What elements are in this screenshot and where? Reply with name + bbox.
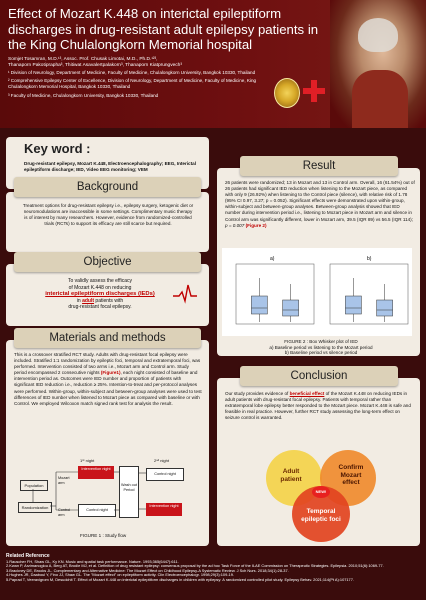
objective-text (30, 278, 170, 311)
reference-3: 3.Brackney DE, Brooks JL. Complementary and Alternative Medicine: The Mozart Effect on Childhood Epilepsy-A Systematic Review. J Sch Nurs. 2018;34(1):28-37. (6, 567, 289, 573)
venn-diagram (262, 448, 382, 544)
control-night-2: Control night (146, 468, 184, 481)
objective-line-1: To validly assess the efficacy (67, 278, 133, 284)
control-night-1: Control night (78, 504, 116, 517)
keyword-title: Key word : (24, 141, 91, 156)
plot-a-label: a) (270, 256, 275, 262)
eeg-spike-icon (172, 282, 198, 304)
box-whisker-plots (222, 248, 412, 336)
mozart-portrait (330, 0, 426, 128)
objective-title: Objective (83, 256, 132, 268)
study-flow-diagram (18, 458, 198, 530)
plot-frame-a (236, 264, 314, 324)
affiliation-3: ³ Faculty of Medicine, Chulalongkorn University, Bangkok 10330, Thailand (8, 92, 159, 98)
reference-4: 4.Hughes JR, Daaboul Y, Fino JJ, Shaw GL. The "Mozart effect" on epileptiform activity. Clin Electroencephalogr. 1998;29(3):109-19. (6, 572, 234, 578)
university-seal-logo (274, 78, 300, 108)
reference-5: 5.Paprad T, Veeravigrom M, Desudchit T. Effect of Mozart K.448 on interictal epileptiform discharges in children with epilepsy: A randomized controlled pilot study. Epilepsy Behav. 2021;114(Pt A):107177. (6, 576, 354, 582)
intervention-night-2: Intervention night (146, 503, 182, 516)
affiliation-2: ² Comprehensive Epilepsy Center of Excellence, Division of Neurology, Department of Medicine, Faculty of Medicine, King Chulalongkorn Memorial Hospital, Bangkok 10330, Thailand (8, 78, 257, 90)
figure-2-caption-2: a) Baseline period vs listening to the Mozart period (269, 344, 373, 350)
background-text: Treatment options for drug-resistant epilepsy i.e., epilepsy surgery, ketogenic diet or neuromodulations are inaccessible in some settings. Complimentary music therapy is of interest by many researchers. However, evidence from randomized-controlled trials (RCTs) to support its efficacy are still scarce but required. (22, 203, 194, 227)
figure-2-caption-3: b) Baseline period vs silence period (284, 350, 358, 356)
keyword-text: Drug-resistant epilepsy, Mozart K.448, Electroencephalography; EEG, Interictal epileptiform discharge; IED, Video EEG monitoring; VEM (24, 161, 196, 173)
objective-line-2: of Mozart K.448 on reducing (68, 284, 132, 291)
conclusion-beneficial: beneficial effect (289, 391, 325, 396)
box-body (345, 296, 361, 314)
night-2-label: 2ⁿᵈ night (154, 458, 169, 463)
venn-label-adult: Adult patient (280, 468, 302, 483)
related-title: Related Reference (6, 553, 50, 559)
methods-text-b: , each night consisted of baseline and intervention period as. Outcomes were IED number and proportion of patients with significant IED reduction i.e., reduction ≥ 25%. Intention-to-treat and per-protocol analyses were performed. Within-group, within-subject and between-group analyses were used to test differences of IED number when listened to Mozart piece as compared with baseline or with Control. We employed Wilcoxon match signed rank test for analysis the result. (14, 370, 202, 406)
affiliation-1: ¹ Division of Neurology, Department of Medicine, Faculty of Medicine, Chulalongkorn University, Bangkok 10330, Thailand (8, 70, 256, 75)
methods-title: Materials and methods (49, 332, 166, 344)
venn-new-badge: NEW! (312, 486, 330, 498)
reference-1: 1.Rauscher FH, Shaw GL, Ky KN. Music and spatial task performance. Nature. 1993;365(6447):611. (6, 558, 179, 564)
conclusion-text-a: Our study provides evidence of (225, 391, 289, 396)
figure-2-caption (236, 339, 406, 356)
authors-line-2: Thanaporn Pakotiprapha³, Thitiwat Asavalertpalakorn³, Thanaporn Kiatprungvech³ (8, 63, 182, 68)
box-body (377, 300, 393, 316)
background-heading (14, 177, 201, 197)
venn-label-temporal: Temporal epileptic foci (301, 508, 341, 523)
population-box: Population (20, 480, 48, 491)
methods-heading (14, 328, 201, 348)
figure-1-caption: FIGURE 1 : Study flow (80, 533, 127, 538)
objective-adult: adult (82, 297, 95, 304)
mozart-arm-label: Mozart arm (58, 476, 70, 485)
plot-b-label: b) (367, 256, 372, 262)
methods-fig-ref: (Figure1) (100, 370, 121, 376)
box-body (251, 296, 267, 314)
result-text (225, 180, 415, 229)
authors (8, 57, 258, 69)
venn-label-confirm: Confirm Mozart effect (338, 464, 364, 486)
figure-2-caption-1: FIGURE 2 : Box Whisker plot of IED (284, 339, 358, 344)
control-arm-label: Control arm (58, 508, 71, 517)
conclusion-heading (240, 366, 398, 386)
randomization-box: Randomization (18, 502, 52, 513)
related-references (0, 550, 426, 600)
background-title: Background (76, 181, 139, 193)
conclusion-text-b: of the Mozart K.448 on reducing IEDs in adult patients with drug-resistant focal epilepsy. Patients with temporal rather than extratemporal lobe epilepsy better responded to the Mozart piece. Mozart K.448 is safe and feasible in real practice. However, further RCT study assessing the long-term effect on seizure control is warranted. (225, 391, 411, 421)
result-text-a: 26 patients were randomized; 13 in Mozart and 13 in Control arm. Overall, 16 (61.54%) out of 26 patients had significant IED reduction when listening to the Mozart piece, as compared with only 9 (26.92%) when listening to the Control piece (silence), with relative risk of 1.78 (95% CI 0.97, 3.27; p = 0.052). Significant effects were demonstrated upon within-group, within-subject and between-group analyses. Between-group analysis showed that IED number during intervention period i.e., listening to Mozart piece in Mozart arm and silence in Control arm was significantly different, lower in Mozart arm, 39.5 (IQR 89) vs 56.5 (IQR 114); (225, 180, 415, 222)
reference-2: 2.Kwan P, Arzimanoglou A, Berg AT, Brodie MJ, et al. Definition of drug resistant epilepsy: consensus proposal by the ad hoc Task Force of the ILAE Commission on Therapeutic Strategies. Epilepsia. 2010;51(6):1069-77. (6, 563, 384, 569)
result-heading (240, 156, 398, 176)
objective-heading (14, 252, 201, 272)
objective-patients-with: patients with (95, 297, 124, 304)
poster-title: Effect of Mozart K.448 on interictal epileptiform discharges in drug-resistant adult epilepsy patients in the King Chulalongkorn Memorial hospital (8, 6, 319, 52)
methods-text (14, 352, 202, 407)
objective-line-3 (30, 298, 170, 305)
conclusion-text (225, 391, 415, 421)
plot-frame-b (330, 264, 408, 324)
red-cross-logo (303, 80, 325, 102)
result-pvalue: p = 0.007 (225, 222, 245, 228)
methods-text-a: This is a crossover stratified RCT study. Adults with drug-resistant focal epilepsy were included. Stratified 1:1 randomization by epileptic foci, temporal and extratemporal foci, was performed. Intervention consisted of two arms i.e., Mozart arm and Control arm. Study period encompassed 2 consecutive nights (14, 352, 201, 376)
authors-line-1: Somjet Tosamran, M.D.¹³, Assoc. Prof. Chusak Limotai, M.D., Ph.D.¹²³, (8, 57, 158, 62)
washout-box: Wash out Period (119, 466, 139, 518)
poster-header (0, 0, 426, 128)
result-fig-ref: (Figure 2) (245, 222, 267, 228)
objective-in: in (76, 297, 81, 304)
conclusion-title: Conclusion (290, 370, 348, 382)
objective-line-4: drug-resistant focal epilepsy. (68, 304, 132, 311)
box-body (283, 300, 299, 316)
result-title: Result (302, 160, 336, 172)
intervention-night-1: Intervention night (78, 466, 114, 479)
night-1-label: 1ˢᵗ night (80, 458, 95, 463)
objective-highlight: interictal epileptiform discharges (IEDs) (45, 291, 155, 298)
affiliations (8, 70, 278, 101)
